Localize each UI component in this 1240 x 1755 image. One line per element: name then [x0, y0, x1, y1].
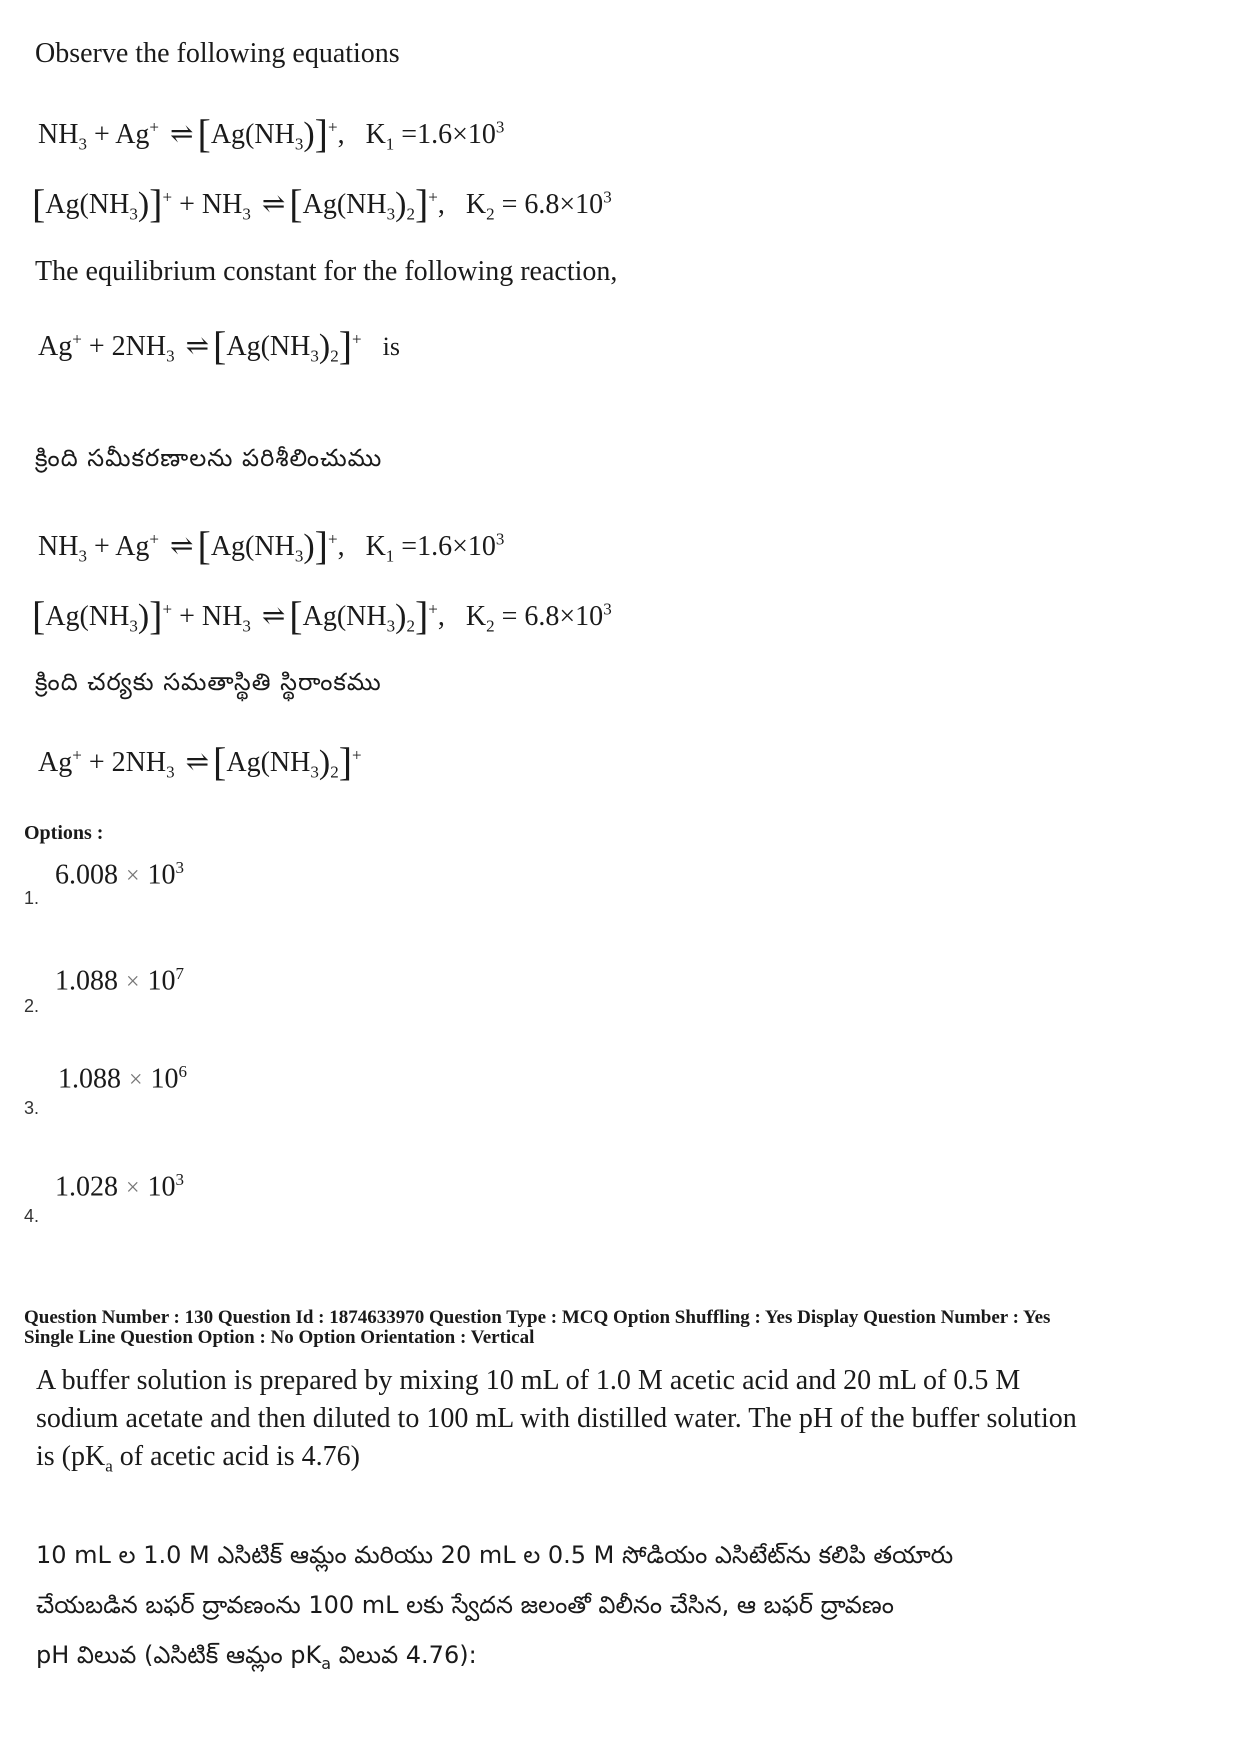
- eq1-reactant: $NH_3 + Ag^+$: [38, 117, 160, 154]
- option-4-number: 4.: [24, 1206, 40, 1226]
- options-label: Options :: [24, 822, 104, 844]
- equilibrium-arrow-icon: ⇌: [185, 331, 210, 362]
- equilibrium-arrow-icon: ⇌: [185, 747, 210, 778]
- question-mid-en: The equilibrium constant for the following reaction,: [35, 256, 618, 287]
- option-2-number: 2.: [24, 996, 40, 1016]
- question-130-en-line-1: A buffer solution is prepared by mixing 10 mL of 1.0 M acetic acid and 20 mL of 0.5 M: [36, 1365, 1021, 1396]
- eq1-constant: $K_1 =1.6\times 10^3$: [365, 117, 505, 154]
- option-2-value[interactable]: $1.088 \times 10^7$: [55, 964, 185, 997]
- option-4-value[interactable]: $1.028 \times 10^3$: [55, 1170, 185, 1203]
- equation-2-te: $[Ag(NH_3)]^+ + NH_3$ ⇌ $[Ag(NH_3)_2]^+$, $K_2 = 6.8\times 10^3$: [32, 593, 612, 638]
- eq2-constant: $K_2 = 6.8\times 10^3$: [465, 187, 612, 224]
- question-130-text-te: [36, 1530, 953, 1689]
- equilibrium-arrow-icon: ⇌: [261, 189, 286, 220]
- question-intro-en: Observe the following equations: [35, 38, 400, 69]
- equation-3: $Ag^+ + 2NH_3$ ⇌ $[Ag(NH_3)_2]^+$ is: [38, 323, 400, 368]
- equation-1-te: $NH_3 + Ag^+$ ⇌ $[Ag(NH_3)]^+$, $K_1 =1.6\times 10^3$: [38, 523, 505, 568]
- question-intro-te: క్రింది సమీకరణాలను పరిశీలించుము: [35, 444, 383, 472]
- equilibrium-arrow-icon: ⇌: [261, 601, 286, 632]
- question-130-en-line-3: is ($pK_a$ of acetic acid is 4.76): [36, 1441, 361, 1476]
- question-130-te-line-2: చేయబడిన బఫర్ ద్రావణంను 100 mL లకు స్వేదన జలంతో విలీనం చేసిన, ఆ బఫర్ ద్రావణం: [36, 1591, 894, 1619]
- equation-1: $NH_3 + Ag^+$ ⇌ $[Ag(NH_3)]^+$, $K_1 =1.6\times 10^3$: [38, 111, 505, 156]
- question-130-en-line-2: sodium acetate and then diluted to 100 mL with distilled water. The pH of the buffer solution: [36, 1403, 1077, 1434]
- equation-2: $[Ag(NH_3)]^+ + NH_3$ ⇌ $[Ag(NH_3)_2]^+$, $K_2 = 6.8\times 10^3$: [32, 181, 612, 226]
- question-meta-line-1: Question Number : 130 Question Id : 1874633970 Question Type : MCQ Option Shuffling : Yes Display Question Number : Yes: [24, 1307, 1051, 1328]
- option-1-value[interactable]: $6.008 \times 10^3$: [55, 858, 185, 891]
- option-3-value[interactable]: $1.088 \times 10^6$: [58, 1062, 188, 1095]
- question-meta-line-2: Single Line Question Option : No Option Orientation : Vertical: [24, 1327, 535, 1348]
- equilibrium-arrow-icon: ⇌: [170, 119, 194, 150]
- option-3-number: 3.: [24, 1098, 40, 1118]
- question-130-te-line-3: pH విలువ (ఎసిటిక్ ఆమ్లం $pK_a$ విలువ 4.76):: [36, 1641, 477, 1673]
- question-130-text-en: [36, 1362, 1077, 1486]
- eq3-suffix: is: [382, 332, 400, 361]
- question-mid-te: క్రింది చర్యకు సమతాస్థితి స్థిరాంకము: [35, 668, 382, 696]
- question-meta: [24, 1308, 1050, 1348]
- equation-3-te: $Ag^+ + 2NH_3$ ⇌ $[Ag(NH_3)_2]^+$: [38, 739, 362, 784]
- equilibrium-arrow-icon: ⇌: [170, 531, 194, 562]
- question-130-te-line-1: 10 mL ల 1.0 M ఎసిటిక్ ఆమ్లం మరియు 20 mL ల 0.5 M సోడియం ఎసిటేట్‌ను కలిపి తయారు: [36, 1541, 954, 1569]
- option-1-number: 1.: [24, 888, 40, 908]
